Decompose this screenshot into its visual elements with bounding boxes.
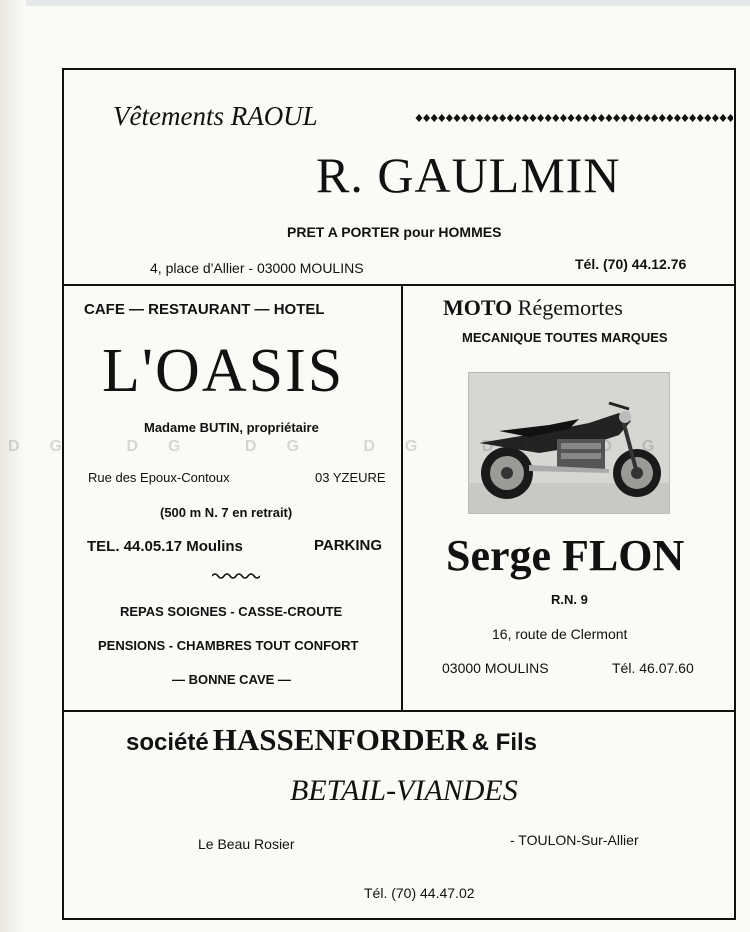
oasis-services-1: REPAS SOIGNES - CASSE-CROUTE <box>120 604 343 619</box>
diamond-ornament <box>568 114 575 122</box>
diamond-ornament <box>659 114 666 122</box>
oasis-location-note: (500 m N. 7 en retrait) <box>160 505 293 520</box>
diamond-ornament <box>720 114 727 122</box>
wavy-ornament <box>212 572 260 580</box>
hassenforder-trade: BETAIL-VIANDES <box>290 774 518 807</box>
watermark-label-3: DG <box>244 438 329 455</box>
moto-city: 03000 MOULINS <box>442 660 549 676</box>
moto-address: 16, route de Clermont <box>492 626 628 642</box>
moto-road: R.N. 9 <box>551 592 588 607</box>
watermark-label-1: DG <box>8 438 92 455</box>
diamond-ornament <box>476 114 483 122</box>
hassenforder-left-place: Le Beau Rosier <box>198 836 295 852</box>
decorative-diamond-rule <box>415 113 733 123</box>
oasis-name: L'OASIS <box>102 337 345 405</box>
diamond-ornament <box>522 114 529 122</box>
motorcycle-photo <box>468 372 670 514</box>
moto-owner-name: Serge FLON <box>446 531 685 580</box>
raoul-shop-name: R. GAULMIN <box>316 147 621 203</box>
motorcycle-illustration <box>469 373 670 514</box>
diamond-ornament <box>697 114 704 122</box>
oasis-owner: Madame BUTIN, propriétaire <box>144 420 319 435</box>
oasis-street: Rue des Epoux-Contoux <box>88 470 230 485</box>
diamond-ornament <box>613 114 620 122</box>
diamond-ornament <box>583 114 590 122</box>
moto-subtitle: MECANIQUE TOUTES MARQUES <box>462 330 668 345</box>
diamond-ornament <box>454 114 461 122</box>
raoul-brand: Vêtements RAOUL <box>113 101 318 131</box>
diamond-ornament <box>552 114 559 122</box>
hassenforder-prefix: société <box>126 729 209 756</box>
diamond-ornament <box>598 114 605 122</box>
diamond-ornament <box>484 114 491 122</box>
diamond-ornament <box>666 114 673 122</box>
diamond-ornament <box>621 114 628 122</box>
diamond-ornament <box>446 114 453 122</box>
hassenforder-phone: Tél. (70) 44.47.02 <box>364 885 475 901</box>
diamond-ornament <box>606 114 613 122</box>
diamond-ornament <box>651 114 658 122</box>
diamond-ornament <box>416 114 423 122</box>
diamond-ornament <box>492 114 499 122</box>
diamond-ornament <box>712 114 719 122</box>
hassenforder-suffix: & Fils <box>471 729 537 756</box>
diamond-ornament <box>423 114 430 122</box>
diamond-ornament <box>514 114 521 122</box>
diamond-ornament <box>704 114 711 122</box>
hassenforder-heading <box>126 724 537 755</box>
diamond-ornament <box>689 114 696 122</box>
diamond-ornament <box>469 114 476 122</box>
diamond-ornament <box>628 114 635 122</box>
diamond-ornament <box>682 114 689 122</box>
moto-title-rest: Régemortes <box>517 295 623 320</box>
raoul-phone: Tél. (70) 44.12.76 <box>575 256 687 272</box>
oasis-phone: TEL. 44.05.17 Moulins <box>87 538 243 555</box>
oasis-services-3: — BONNE CAVE — <box>172 672 291 687</box>
diamond-ornament <box>431 114 438 122</box>
diamond-ornament <box>727 114 733 122</box>
page-binding-edge <box>0 0 26 932</box>
moto-title-bold: MOTO <box>443 295 513 320</box>
hassenforder-name: HASSENFORDER <box>212 722 468 757</box>
moto-phone: Tél. 46.07.60 <box>612 660 694 676</box>
diamond-ornament <box>499 114 506 122</box>
raoul-tagline: PRET A PORTER pour HOMMES <box>287 224 502 240</box>
oasis-city: 03 YZEURE <box>315 470 386 485</box>
diamond-ornament <box>636 114 643 122</box>
diamond-ornament <box>438 114 445 122</box>
divider-top <box>62 284 736 286</box>
diamond-ornament <box>507 114 514 122</box>
diamond-ornament <box>545 114 552 122</box>
raoul-address: 4, place d'Allier - 03000 MOULINS <box>150 260 364 276</box>
diamond-ornament <box>537 114 544 122</box>
diamond-ornament <box>461 114 468 122</box>
diamond-ornament <box>575 114 582 122</box>
oasis-services-2: PENSIONS - CHAMBRES TOUT CONFORT <box>98 638 359 653</box>
moto-title <box>443 295 623 321</box>
watermark-label-2: DG <box>126 438 211 455</box>
divider-middle <box>401 284 403 710</box>
diamond-ornament <box>674 114 681 122</box>
divider-bottom <box>62 710 736 712</box>
oasis-category: CAFE — RESTAURANT — HOTEL <box>84 301 325 318</box>
oasis-parking: PARKING <box>314 537 383 554</box>
diamond-ornament <box>644 114 651 122</box>
watermark-label-4: DG <box>363 438 448 455</box>
diamond-ornament <box>560 114 567 122</box>
hassenforder-right-place: - TOULON-Sur-Allier <box>510 832 639 848</box>
diamond-ornament <box>590 114 597 122</box>
diamond-ornament <box>530 114 537 122</box>
page-top-edge <box>0 0 750 6</box>
